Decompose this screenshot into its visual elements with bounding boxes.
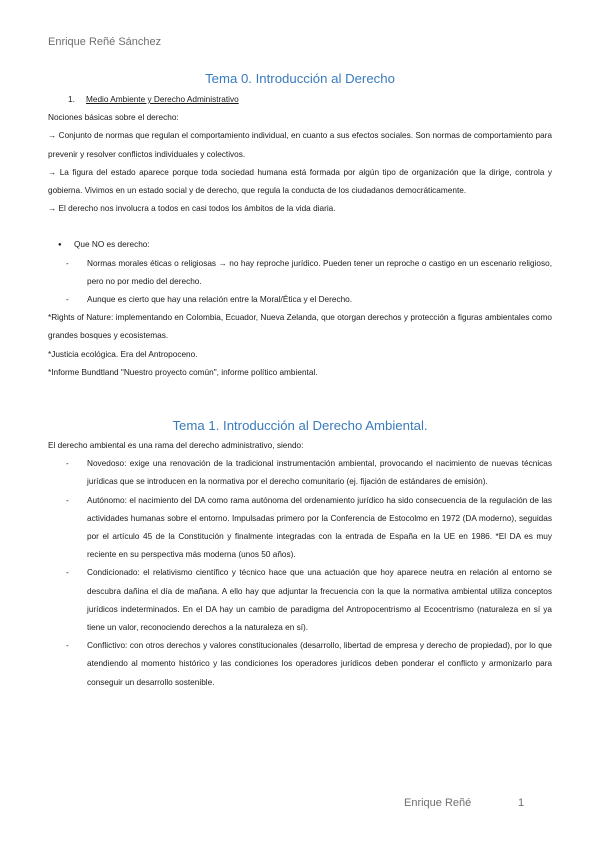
- dash-item: [48, 564, 552, 637]
- dash-text: Normas morales éticas o religiosas → no hay reproche jurídico. Pueden tener un reproche o castigo en un escenario religioso, pero no por medio del derecho.: [87, 258, 552, 286]
- dash-marker: -: [66, 495, 69, 505]
- section-1-intro: El derecho ambiental es una rama del derecho administrativo, siendo:: [48, 441, 304, 450]
- header-author: Enrique Reñé Sánchez: [48, 36, 162, 48]
- bullet-item: [48, 236, 552, 254]
- paragraph: → Conjunto de normas que regulan el comportamiento individual, en cuanto a sus efectos sociales. Son normas de comportamiento para prevenir y resolver conflictos individuales y colectivos.: [48, 131, 552, 159]
- section-0-body: [48, 91, 552, 382]
- dash-text: Autónomo: el nacimiento del DA como rama autónoma del ordenamiento jurídico ha sido consecuencia de la regulación de las actividades humanas sobre el entorno. Impulsadas primero por la Conferencia de Estocolmo en 1972 (DA moderno), seguidas por el artículo 45 de la Constitución y finalmente integradas con la entrada de España en la UE en 1986. *El DA es muy reciente en su perspectiva más moderna (unos 50 años).: [87, 495, 552, 560]
- dash-text: Novedoso: exige una renovación de la tradicional instrumentación ambiental, provocando el nacimiento de nuevas técnicas jurídicas que se introducen en la normativa por el derecho comunitario (ej. fijación de estándares de emisión).: [87, 459, 552, 487]
- page-number: 1: [518, 797, 525, 809]
- subsection-heading: [48, 91, 552, 109]
- dash-item: [48, 637, 552, 692]
- subsection-title: Medio Ambiente y Derecho Administrativo: [86, 95, 239, 104]
- dash-item: [48, 291, 552, 309]
- paragraph: → La figura del estado aparece porque toda sociedad humana está formada por algún tipo de organización que la dirige, controla y gobierna. Vivimos en un estado social y de derecho, que regula la conducta de los ciudadanos democráticamente.: [48, 167, 552, 196]
- dash-item: [48, 492, 552, 565]
- footer-name: Enrique Reñé: [404, 797, 472, 809]
- spacer: [48, 218, 552, 236]
- dash-marker: -: [66, 258, 69, 268]
- dash-marker: -: [66, 568, 69, 578]
- section-0-intro: Nociones básicas sobre el derecho:: [48, 113, 179, 123]
- dash-text: Condicionado: el relativismo científico y técnico hace que una actuación que hoy aparece neutra en relación al entorno se descubra dañina el día de mañana. A ello hay que adjuntar la frecuencia con la que la normativa ambiental utiliza conceptos jurídicos indeterminados. En el DA hay un cambio de paradigma del Antropocentrismo al Ecocentrismo (naturaleza en sí ya tiene un valor, reconociendo derechos a la naturaleza en sí).: [87, 568, 552, 633]
- paragraph: → El derecho nos involucra a todos en casi todos los ámbitos de la vida diaria.: [48, 204, 336, 214]
- bullet-marker: ●: [58, 242, 62, 249]
- section-0-title: Tema 0. Introducción al Derecho: [205, 71, 395, 86]
- note: *Rights of Nature: implementando en Colombia, Ecuador, Nueva Zelanda, que otorgan derechos y protección a figuras ambientales como grandes bosques y ecosistemas.: [48, 313, 552, 341]
- note: *Justicia ecológica. Era del Antropoceno.: [48, 349, 198, 359]
- dash-text: Conflictivo: con otros derechos y valores constitucionales (desarrollo, libertad de empresa y derecho de propiedad), por lo que atendiendo al momento histórico y las condiciones los operadores jurídicos deben ponderar el conflicto y armonizarlo para conseguir un desarrollo sostenible.: [87, 641, 552, 687]
- subsection-number: 1.: [68, 95, 75, 104]
- bullet-text: Que NO es derecho:: [74, 240, 150, 250]
- dash-item: [48, 255, 552, 291]
- section-1-body: [48, 437, 552, 692]
- note: *Informe Bundtland "Nuestro proyecto común", informe político ambiental.: [48, 367, 318, 377]
- dash-marker: -: [66, 641, 69, 651]
- dash-marker: -: [66, 459, 69, 469]
- dash-marker: -: [66, 295, 69, 305]
- dash-text: Aunque es cierto que hay una relación entre la Moral/Ética y el Derecho.: [87, 295, 353, 305]
- dash-item: [48, 455, 552, 491]
- section-1-title: Tema 1. Introducción al Derecho Ambiental.: [172, 418, 428, 433]
